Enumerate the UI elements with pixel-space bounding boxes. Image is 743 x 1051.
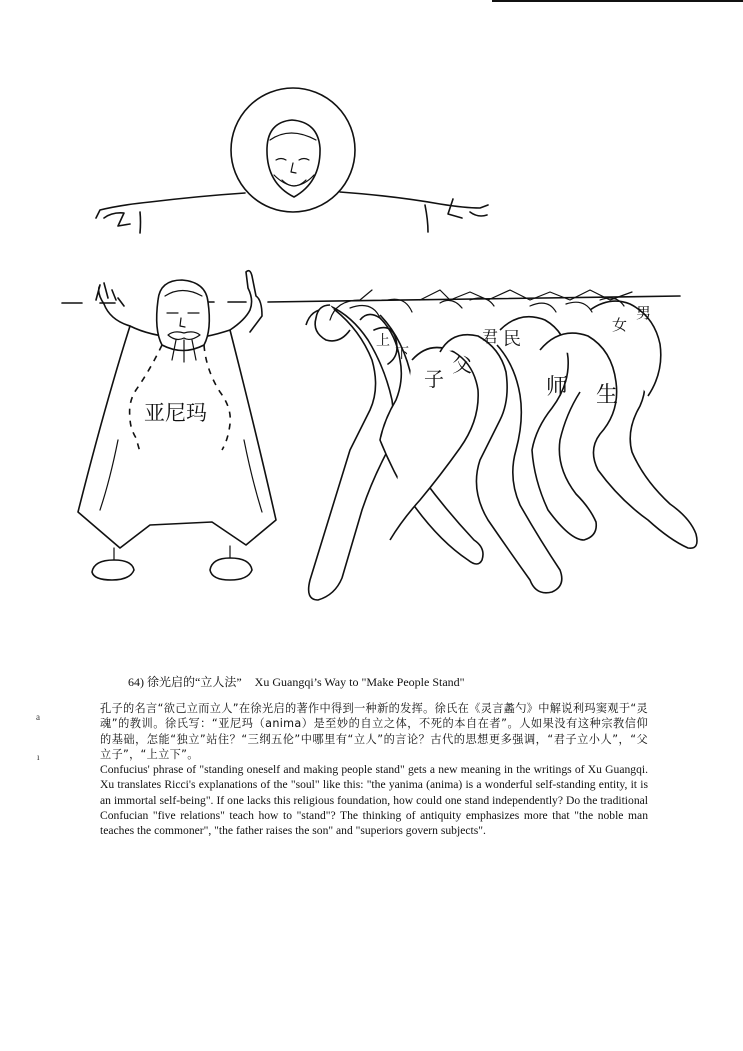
- bent-crowd: [306, 290, 697, 600]
- label-shang: 上: [376, 333, 390, 349]
- body-english: Confucius' phrase of "standing oneself and making people stand" gets a new meaning in the writings of Xu Guangqi. Xu translates Ricci's explanations of the "soul" like this: "the yanima (anima) is a wonderful self-standing entity, it is an immortal self-being". If one lacks this religious foundation, how could one stand independently? Do the traditional Confucian "five relations" teach how to "stand"? The thinking of antiquity emphasizes more that "the noble man teaches the commoner", "the father raises the son" and "superiors govern subjects".: [100, 763, 648, 838]
- christ-figure: [96, 88, 488, 233]
- top-border-line: [492, 0, 743, 2]
- standing-line: [62, 296, 680, 303]
- label-xia: 下: [395, 346, 409, 362]
- anima-label: 亚尼玛: [144, 401, 207, 425]
- label-zi: 子: [424, 367, 444, 391]
- label-nan: 男: [636, 304, 652, 322]
- label-sheng: 生: [596, 383, 619, 408]
- margin-mark-1: a: [36, 712, 40, 722]
- caption-english: Xu Guangqi’s Way to "Make People Stand": [254, 675, 465, 689]
- caption-chinese: 徐光启的“立人法”: [147, 675, 242, 689]
- label-fu: 父: [452, 353, 472, 377]
- body-text: [100, 701, 648, 839]
- label-nv: 女: [612, 316, 628, 334]
- label-shi: 师: [546, 375, 569, 400]
- scholar-figure: [78, 271, 276, 580]
- label-jun: 君: [482, 327, 499, 346]
- caption-number: 64): [128, 675, 144, 689]
- figure-caption: [128, 673, 465, 690]
- halo: [231, 88, 355, 212]
- label-min: 民: [503, 329, 521, 350]
- margin-mark-2: ı: [37, 752, 40, 762]
- illustration: [0, 60, 743, 620]
- body-chinese: 孔子的名言“欲己立而立人”在徐光启的著作中得到一种新的发挥。徐氏在《灵言蠡勺》中解说利玛窦观于“灵魂”的教训。徐氏写：“亚尼玛（anima）是至妙的自立之体，不死的本自在者”。人如果没有这种宗教信仰的基础，怎能“独立”站住？“三纲五伦”中哪里有“立人”的言论？古代的思想更多强调，“君子立小人”，“父立子”，“上立下”。: [100, 702, 648, 761]
